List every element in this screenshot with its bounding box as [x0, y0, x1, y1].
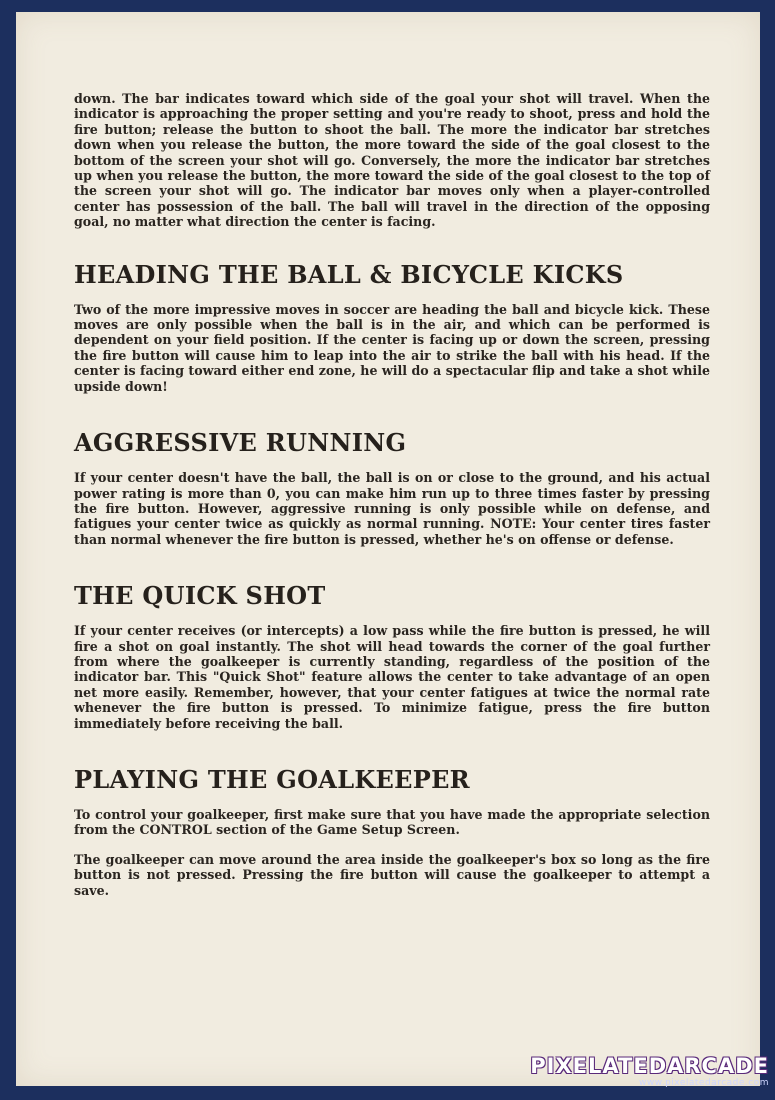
- section-body-aggressive-running: If your center doesn't have the ball, the ball is on or close to the ground, and his actual power rating is more than 0, you can make him run up to three times faster by pressing the fire button. However, aggressive running is only possible while on defense, and fatigues your center twice as quickly as normal running. NOTE: Your center tires faster than normal whenever the fire button is pressed, whether he's on offense or defense.: [74, 470, 710, 547]
- watermark-logo: [530, 1054, 769, 1088]
- section-title-goalkeeper: PLAYING THE GOALKEEPER: [74, 764, 470, 794]
- watermark-url: www.pixelatedarcade.com: [638, 1078, 769, 1088]
- section-body-quick-shot: If your center receives (or intercepts) a low pass while the fire button is pressed, he will fire a shot on goal instantly. The shot will head towards the corner of the goal further from where the goalkeeper is currently standing, regardless of the position of the indicator bar. This "Quick Shot" feature allows the center to take advantage of an open net more easily. Remember, however, that your center fatigues at twice the normal rate whenever the fire button is pressed. To minimize fatigue, press the fire button immediately before receiving the ball.: [74, 623, 710, 731]
- section-body-goalkeeper-2: The goalkeeper can move around the area inside the goalkeeper's box so long as the fire button is not pressed. Pressing the fire button will cause the goalkeeper to attempt a save.: [74, 851, 710, 898]
- section-title-aggressive-running: AGGRESSIVE RUNNING: [74, 428, 407, 458]
- intro-paragraph: down. The bar indicates toward which side of the goal your shot will travel. When the indicator is approaching the proper setting and you're ready to shoot, press and hold the fire button; release the button to shoot the ball. The more the indicator bar stretches down when you release the button, the more toward the side of the goal closest to the bottom of the screen your shot will go. Conversely, the more the indicator bar stretches up when you release the button, the more toward the side of the goal closest to the top of the screen your shot will go. The indicator bar moves only when a player-controlled center has possession of the ball. The ball will travel in the direction of the opposing goal, no matter what direction the center is facing.: [74, 91, 710, 230]
- section-title-heading-ball: HEADING THE BALL & BICYCLE KICKS: [74, 259, 624, 289]
- paper-sheet: [16, 12, 760, 1086]
- page-content: [74, 91, 710, 898]
- watermark-name: PIXELATEDARCADE: [530, 1054, 769, 1078]
- section-title-quick-shot: THE QUICK SHOT: [74, 581, 326, 611]
- section-body-goalkeeper-1: To control your goalkeeper, first make sure that you have made the appropriate selection from the CONTROL section of the Game Setup Screen.: [74, 806, 710, 838]
- section-body-heading-ball: Two of the more impressive moves in soccer are heading the ball and bicycle kick. These moves are only possible when the ball is in the air, and which can be performed is dependent on your field position. If the center is facing up or down the screen, pressing the fire button will cause him to leap into the air to strike the ball with his head. If the center is facing toward either end zone, he will do a spectacular flip and take a shot while upside down!: [74, 301, 710, 394]
